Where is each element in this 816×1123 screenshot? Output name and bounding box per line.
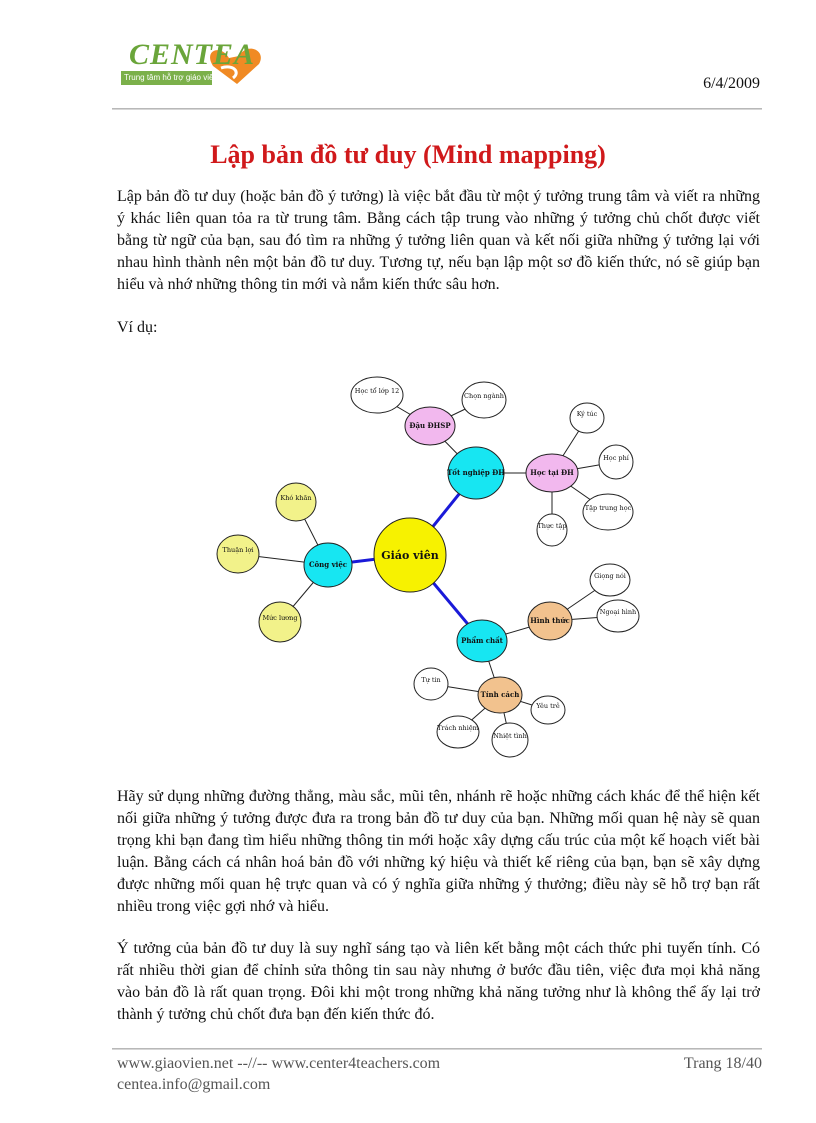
page-number: Trang 18/40 — [683, 1055, 762, 1072]
mindmap-node-tu-tin — [414, 668, 448, 700]
mindmap-node-trach-nhiem — [437, 716, 479, 748]
mindmap-node-kho-khan — [276, 483, 316, 521]
logo-text: CENTEA — [129, 38, 256, 71]
label-yeu-tre: Yêu trẻ — [536, 702, 560, 710]
label-tot-nghiep: Tốt nghiệp ĐH — [447, 468, 505, 477]
label-nhiet-tinh: Nhiệt tình — [493, 732, 527, 740]
label-center: Giáo viên — [381, 549, 439, 562]
mindmap-node-muc-luong — [259, 602, 301, 642]
mindmap-node-hoc-to — [351, 377, 403, 413]
logo-tagline: Trung tâm hỗ trợ giáo viên — [121, 71, 212, 85]
footer-links[interactable]: www.giaovien.net --//-- www.center4teachers.com — [117, 1055, 441, 1072]
mindmap-node-thuc-tap — [537, 514, 567, 546]
header-date: 6/4/2009 — [703, 75, 760, 92]
label-kho-khan: Khó khăn — [280, 494, 312, 502]
label-giong-noi: Giọng nói — [594, 572, 626, 580]
mindmap-node-ki-tuc — [570, 403, 604, 433]
example-label: Ví dụ: — [117, 319, 158, 336]
mindmap-node-ngoai-hinh — [597, 600, 639, 632]
footer-email[interactable]: centea.info@gmail.com — [117, 1076, 271, 1093]
label-thuc-tap: Thực tập — [537, 522, 567, 530]
label-hoc-tai-dh: Học tại ĐH — [530, 468, 574, 477]
mindmap-node-yeu-tre — [531, 696, 565, 724]
footer-divider — [112, 1048, 762, 1050]
header-divider — [112, 108, 762, 110]
label-tap-trung: Tập trung học — [584, 504, 632, 512]
mindmap-node-tap-trung — [583, 494, 633, 530]
label-hoc-phi: Học phí — [603, 454, 629, 462]
mindmap-node-giong-noi — [590, 564, 630, 596]
label-tinh-cach: Tính cách — [480, 690, 520, 699]
mindmap-node-nhiet-tinh — [492, 723, 528, 757]
mindmap-node-thuan-loi — [217, 535, 259, 573]
label-ngoai-hinh: Ngoại hình — [599, 608, 637, 616]
logo — [117, 38, 269, 88]
label-thuan-loi: Thuận lợi — [222, 546, 254, 554]
label-muc-luong: Mức lương — [262, 614, 298, 622]
page-title: Lập bản đồ tư duy (Mind mapping) — [210, 140, 606, 169]
label-dau-dhsp: Đậu ĐHSP — [409, 421, 451, 430]
paragraph-2: Hãy sử dụng những đường thẳng, màu sắc, mũi tên, nhánh rẽ hoặc những cách khác để thể hiện kết nối giữa những ý tưởng được đưa ra trong bản đồ tư duy của bạn. Những mối quan hệ này sẽ quan trọng khi bạn đang tìm hiểu những thông tin mới hoặc xây dựng cấu trúc của một kế hoạch viết bài luận. Bằng cách cá nhân hoá bản đồ với những ký hiệu và thiết kế riêng của bạn, bạn sẽ xây dựng được những mối quan hệ trực quan và có ý nghĩa giữa những ý thưởng; điều này sẽ hỗ trợ bạn rất nhiều trong việc gợi nhớ và hiểu. — [117, 788, 760, 915]
mindmap-node-hoc-phi — [599, 445, 633, 479]
paragraph-3: Ý tưởng của bản đồ tư duy là suy nghĩ sáng tạo và liên kết bằng một cách thức phi tuyến tính. Có rất nhiều thời gian để chỉnh sửa thông tin sau này nhưng ở bước đầu tiên, việc đưa mọi khả năng vào bản đồ là rất quan trọng. Đôi khi một trong những khả năng tưởng như là không thể ấy lại trở thành ý tưởng chủ chốt đưa bạn đến kiến thức đó. — [117, 940, 760, 1023]
label-ki-tuc: Ký túc — [576, 410, 598, 418]
mindmap-node-chon-nganh — [462, 382, 506, 418]
mind-map-diagram — [200, 370, 637, 762]
label-tu-tin: Tự tin — [421, 676, 441, 684]
label-hoc-to: Học tổ lớp 12 — [354, 387, 400, 395]
label-cong-viec: Công việc — [308, 560, 348, 569]
label-pham-chat: Phẩm chất — [461, 636, 503, 645]
intro-paragraph: Lập bản đồ tư duy (hoặc bản đồ ý tưởng) là việc bắt đầu từ một ý tưởng trung tâm và viết ra những ý khác liên quan tỏa ra từ trung tâm. Bằng cách tập trung vào những ý tưởng chủ chốt được viết bằng từ ngữ của bạn, sau đó tìm ra những ý tưởng liên quan và kết nối giữa những ý tưởng lại với nhau hình thành nên một bản đồ tư duy. Tương tự, nếu bạn lập một sơ đồ kiến thức, nó sẽ giúp bạn hiểu và nhớ những thông tin mới và nắm kiến thức sâu hơn. — [117, 188, 760, 293]
label-hinh-thuc: Hình thức — [530, 616, 570, 625]
label-chon-nganh: Chọn ngành — [464, 392, 504, 400]
label-trach-nhiem: Trách nhiệm — [437, 724, 479, 732]
